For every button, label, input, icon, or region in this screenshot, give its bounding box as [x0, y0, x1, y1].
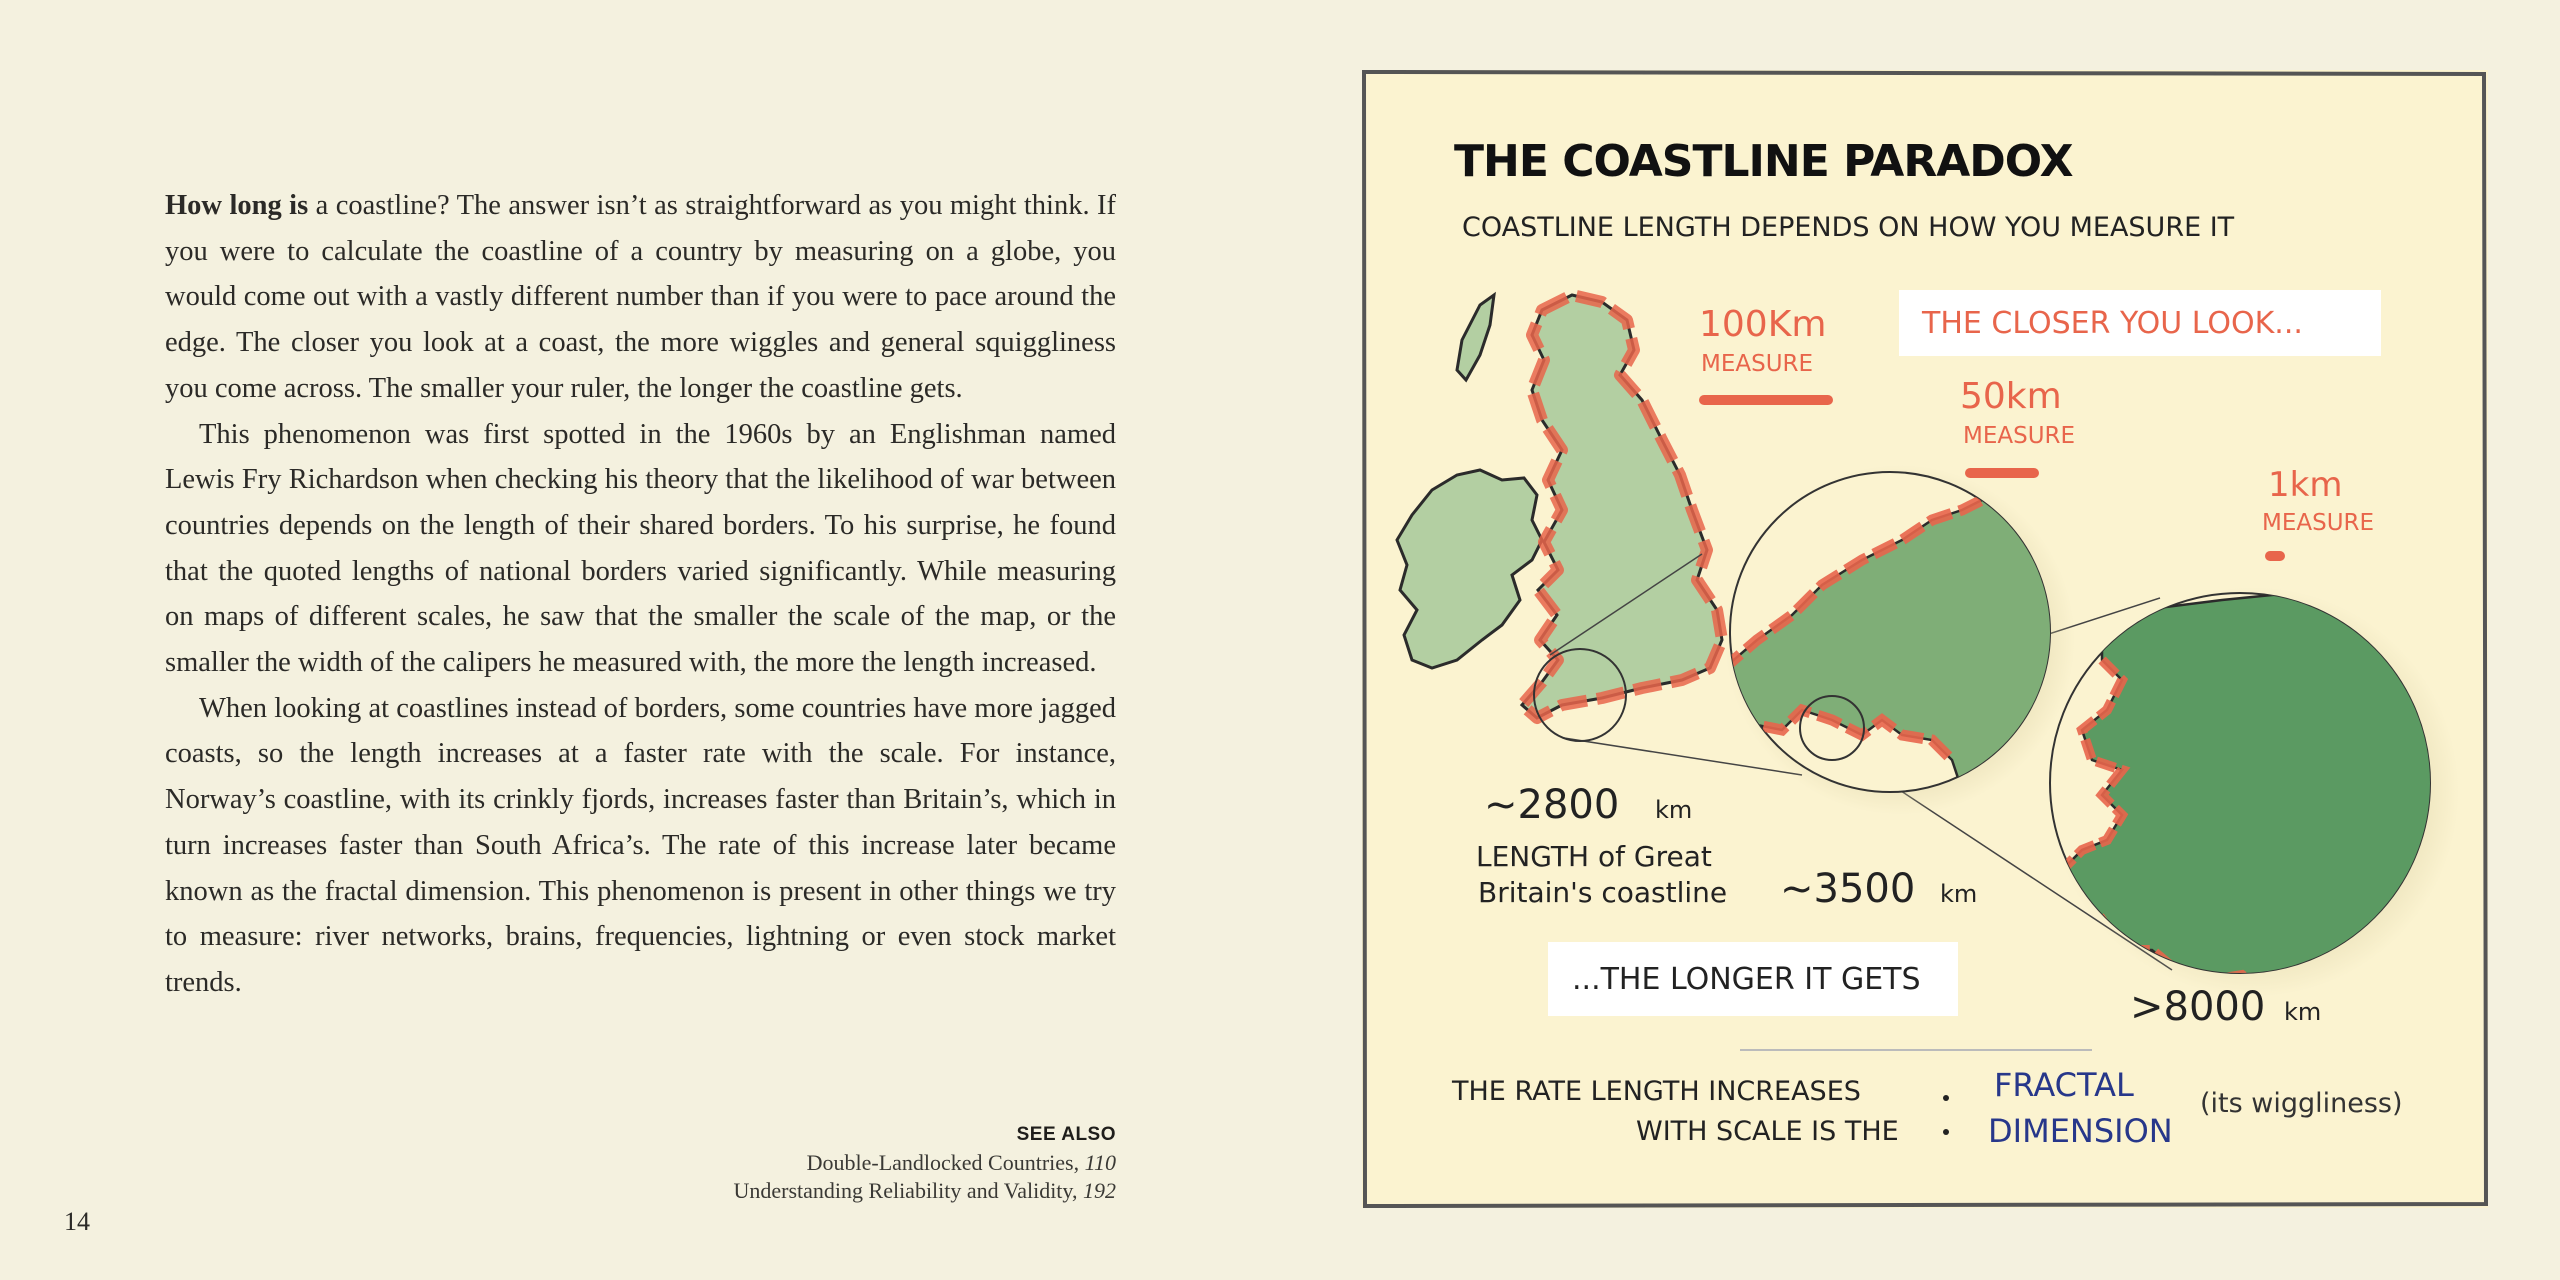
- see-also-title: Double-Landlocked Countries,: [806, 1150, 1080, 1175]
- footer-text-line2: WITH SCALE IS THE: [1636, 1116, 1899, 1147]
- callout-bottom-text: ...THE LONGER IT GETS: [1572, 962, 1921, 997]
- see-also-link-reliability[interactable]: [516, 1177, 1116, 1205]
- paragraph-1: [165, 183, 1116, 412]
- ireland-map: [1397, 470, 1542, 668]
- length-2800: ~2800: [1484, 782, 1620, 828]
- page-number: 14: [64, 1207, 90, 1236]
- illustration-svg: [1362, 70, 2488, 1208]
- measure-100-value: 100Km: [1699, 304, 1827, 345]
- measure-100-label: MEASURE: [1701, 351, 1814, 377]
- body-text: [165, 183, 1116, 1006]
- paragraph-3: When looking at coastlines instead of borders, some countries have more jagged coasts, so the length increases at a faster rate with the scale. For instance, Norway’s coastline, with its crinkly fjords, increases faster than Britain’s, which in turn increases faster than South Africa’s. The rate of this increase later became known as the fractal dimension. This phenomenon is present in other things we try to measure: river networks, brains, frequencies, lightning or even stock market trends.: [165, 692, 1116, 998]
- paragraph-1-text: a coastline? The answer isn’t as straightforward as you might think. If you were to calculate the coastline of a country by measuring on a globe, you would come out with a vastly different number than if you were to pace around the edge. The closer you look at a coast, the more wiggles and general squiggliness you come across. The smaller your ruler, the longer the coastline gets.: [165, 190, 1116, 404]
- see-also-title: Understanding Reliability and Validity,: [733, 1178, 1078, 1203]
- footer-dot: [1943, 1095, 1949, 1101]
- length-caption-line1: LENGTH of Great: [1476, 840, 1712, 873]
- islands-map: [1457, 295, 1494, 380]
- see-also-heading: SEE ALSO: [1016, 1124, 1116, 1145]
- measure-1-value: 1km: [2268, 465, 2343, 505]
- measure-50-value: 50km: [1960, 376, 2062, 417]
- see-also: [516, 1121, 1116, 1205]
- length-3500: ~3500: [1780, 866, 1916, 912]
- dimension-label: DIMENSION: [1988, 1112, 2173, 1150]
- footer-dot: [1943, 1129, 1949, 1135]
- illustration-title: THE COASTLINE PARADOX: [1454, 136, 2073, 187]
- measure-1-label: MEASURE: [2262, 510, 2375, 536]
- illustration-subtitle: COASTLINE LENGTH DEPENDS ON HOW YOU MEASURE IT: [1462, 212, 2235, 243]
- illustration-panel: [1362, 70, 2488, 1208]
- length-8000: >8000: [2130, 984, 2266, 1030]
- callout-top-text: THE CLOSER YOU LOOK...: [1922, 306, 2303, 341]
- lead-in: How long is: [165, 190, 309, 221]
- length-caption-line2: Britain's coastline: [1478, 876, 1728, 909]
- paragraph-2: This phenomenon was first spotted in the 1960s by an Englishman named Lewis Fry Richardson when checking his theory that the likelihood of war between countries depends on the length of their shared borders. To his surprise, he found that the quoted lengths of national borders varied significantly. While measuring on maps of different scales, he saw that the smaller the scale of the map, or the smaller the width of the calipers he measured with, the more the length increased.: [165, 418, 1116, 679]
- measure-50-label: MEASURE: [1963, 423, 2076, 449]
- see-also-page: 110: [1084, 1150, 1116, 1175]
- wiggliness-note: (its wiggliness): [2200, 1088, 2403, 1119]
- length-3500-unit: km: [1940, 880, 1978, 908]
- length-8000-unit: km: [2284, 998, 2322, 1026]
- fractal-label: FRACTAL: [1994, 1066, 2134, 1104]
- length-2800-unit: km: [1655, 796, 1693, 824]
- footer-text-line1: THE RATE LENGTH INCREASES: [1452, 1076, 1861, 1107]
- see-also-link-double-landlocked[interactable]: [516, 1149, 1116, 1177]
- see-also-page: 192: [1083, 1178, 1116, 1203]
